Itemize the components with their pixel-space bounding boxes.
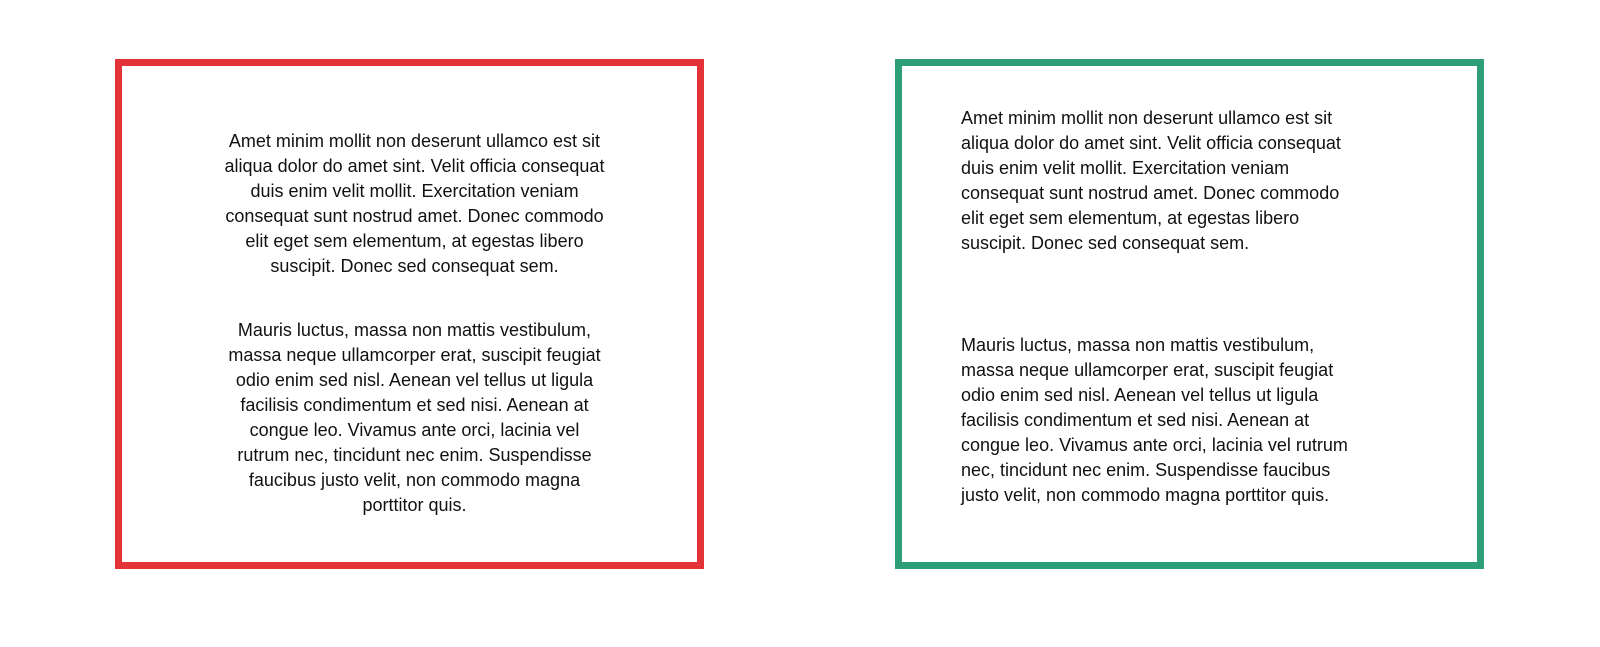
- left-aligned-paragraph-1: Amet minim mollit non deserunt ullamco est sit aliqua dolor do amet sint. Velit officia consequat duis enim velit mollit. Exercitation veniam consequat sunt nostrud amet. Donec commodo elit eget sem elementum, at egestas libero suscipit. Donec sed consequat sem.: [961, 108, 1341, 253]
- centered-text-panel: [115, 59, 704, 569]
- left-aligned-paragraph-2: Mauris luctus, massa non mattis vestibulum, massa neque ullamcorper erat, suscipit feugiat odio enim sed nisl. Aenean vel tellus ut ligula facilisis condimentum et sed nisi. Aenean at congue leo. Vivamus ante orci, lacinia vel rutrum nec, tincidunt nec enim. Suspendisse faucibus justo velit, non commodo magna porttitor quis.: [961, 335, 1348, 505]
- centered-paragraph-2: Mauris luctus, massa non mattis vestibulum, massa neque ullamcorper erat, suscipit feugiat odio enim sed nisl. Aenean vel tellus ut ligula facilisis condimentum et sed nisi. Aenean at congue leo. Vivamus ante orci, lacinia vel rutrum nec, tincidunt nec enim. Suspendisse faucibus justo velit, non commodo magna porttitor quis.: [228, 320, 601, 515]
- centered-paragraph-1: Amet minim mollit non deserunt ullamco est sit aliqua dolor do amet sint. Velit officia consequat duis enim velit mollit. Exercitation veniam consequat sunt nostrud amet. Donec commodo elit eget sem elementum, at egestas libero suscipit. Donec sed consequat sem.: [224, 131, 605, 276]
- left-aligned-text-panel: [895, 59, 1484, 569]
